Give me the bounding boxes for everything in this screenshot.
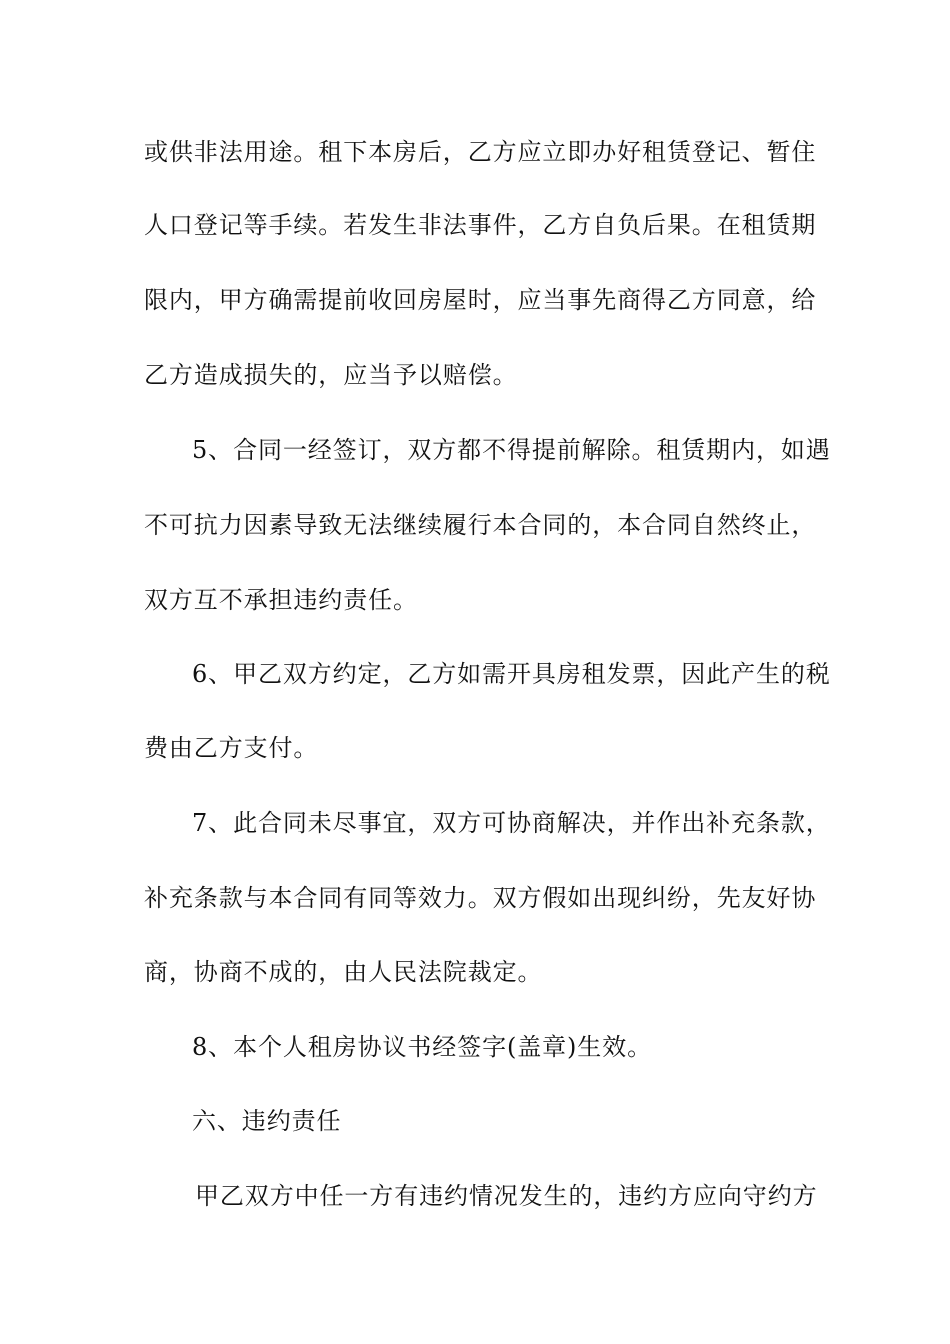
text-line: 补充条款与本合同有同等效力。双方假如出现纠纷，先友好协: [144, 884, 817, 912]
clause-5-line: 5、合同一经签订，双方都不得提前解除。租赁期内，如遇: [192, 436, 831, 464]
text-line: 乙方造成损失的，应当予以赔偿。: [144, 361, 518, 389]
text-line: 限内，甲方确需提前收回房屋时，应当事先商得乙方同意，给: [144, 286, 817, 314]
text-line: 费由乙方支付。: [144, 734, 319, 762]
text-line: 双方互不承担违约责任。: [144, 586, 418, 614]
clause-8-line: 8、本个人租房协议书经签字(盖章)生效。: [192, 1033, 652, 1061]
clause-6-line: 6、甲乙双方约定，乙方如需开具房租发票，因此产生的税: [192, 660, 831, 688]
clause-7-line: 7、此合同未尽事宜，双方可协商解决，并作出补充条款，: [192, 809, 831, 837]
text-line: 甲乙双方中任一方有违约情况发生的，违约方应向守约方: [195, 1182, 818, 1210]
text-line: 人口登记等手续。若发生非法事件，乙方自负后果。在租赁期: [144, 211, 817, 239]
text-line: 或供非法用途。租下本房后，乙方应立即办好租赁登记、暂住: [144, 138, 817, 166]
section-heading: 六、违约责任: [192, 1107, 342, 1135]
text-line: 商，协商不成的，由人民法院裁定。: [144, 958, 543, 986]
text-line: 不可抗力因素导致无法继续履行本合同的，本合同自然终止，: [144, 511, 817, 539]
